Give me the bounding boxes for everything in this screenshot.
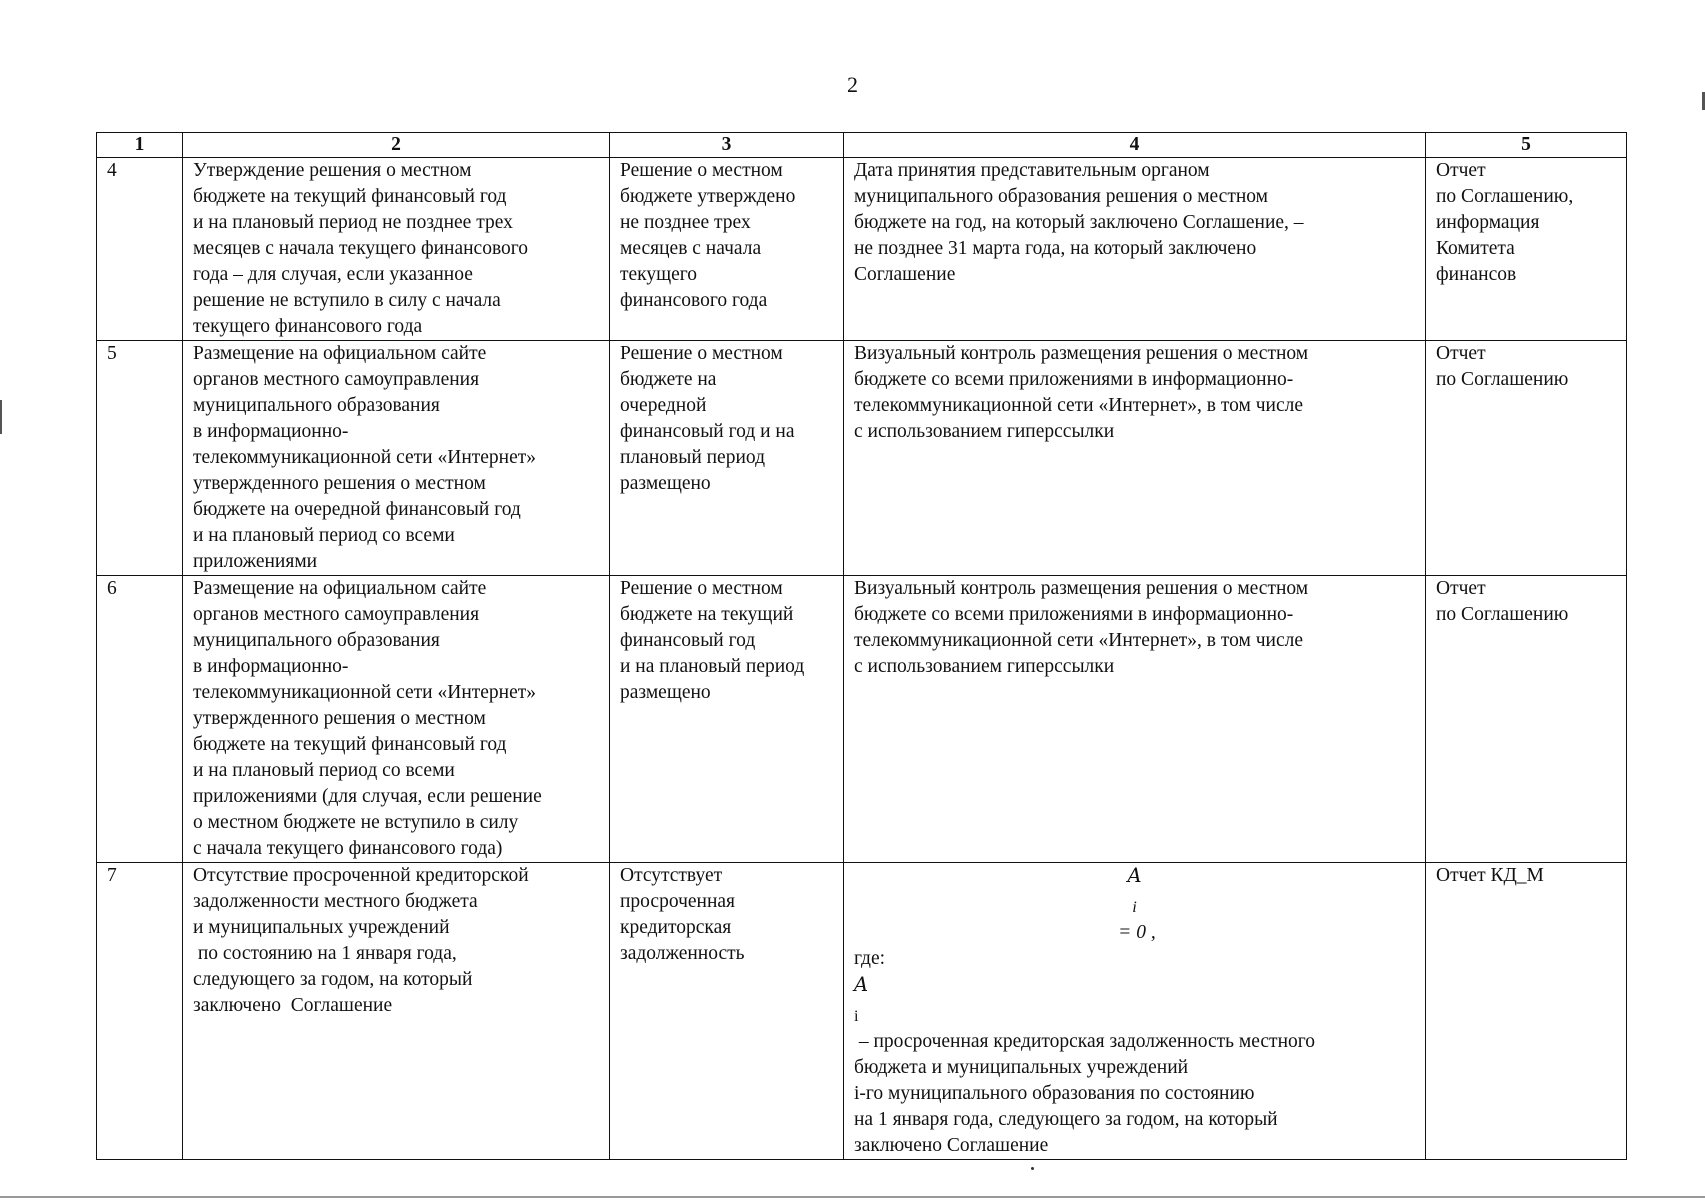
row-number: 5	[97, 341, 183, 576]
definition-subscript: i	[854, 1006, 859, 1025]
header-cell-1: 1	[97, 133, 183, 158]
source-cell	[1426, 158, 1627, 341]
scan-bottom-edge	[0, 1196, 1705, 1198]
text-line: и на плановый период со всеми	[193, 760, 455, 781]
header-cell-2: 2	[183, 133, 610, 158]
source-cell	[1426, 863, 1627, 1160]
text-line: задолженность	[620, 943, 745, 964]
text-line: по состоянию на 1 января года,	[193, 943, 457, 964]
text-line: и на плановый период	[620, 656, 805, 677]
text-line: Отчет	[1436, 160, 1486, 181]
text-line: Визуальный контроль размещения решения о местном	[854, 578, 1309, 599]
indicator-cell	[183, 576, 610, 863]
text-line: по Соглашению,	[1436, 186, 1574, 207]
text-line: с использованием гиперссылки	[854, 421, 1115, 442]
text-line: на 1 января года, следующего за годом, на который	[854, 1108, 1278, 1130]
text-line: размещено	[620, 682, 711, 703]
text-line: и на плановый период не позднее трех	[193, 212, 513, 233]
header-row	[97, 133, 1627, 158]
result-cell	[610, 158, 844, 341]
result-cell	[610, 863, 844, 1160]
header-cell-5: 5	[1426, 133, 1627, 158]
text-line: заключено Соглашение	[854, 1134, 1049, 1156]
text-line: органов местного самоуправления	[193, 604, 480, 625]
text-line: и муниципальных учреждений	[193, 917, 450, 938]
text-line: телекоммуникационной сети «Интернет»	[193, 447, 537, 468]
method-cell	[844, 576, 1426, 863]
where-label: где:	[854, 947, 886, 969]
definition-line	[854, 972, 1415, 1055]
text-line: муниципального образования	[193, 630, 440, 651]
text-line: Размещение на официальном сайте	[193, 578, 487, 599]
text-line: Решение о местном	[620, 578, 783, 599]
text-line: информация	[1436, 212, 1540, 233]
source-cell	[1426, 341, 1627, 576]
text-line: муниципального образования решения о местном	[854, 186, 1269, 207]
text-line: муниципального образования	[193, 395, 440, 416]
text-line: задолженности местного бюджета	[193, 891, 478, 912]
table-row	[97, 341, 1627, 576]
text-line: заключено Соглашение	[193, 995, 393, 1016]
text-line: органов местного самоуправления	[193, 369, 480, 390]
text-line: просроченная	[620, 891, 736, 912]
text-line: бюджете утверждено	[620, 186, 796, 207]
text-line: утвержденного решения о местном	[193, 708, 486, 729]
text-line: по Соглашению	[1436, 604, 1569, 625]
text-line: кредиторская	[620, 917, 732, 938]
text-line: решение не вступило в силу с начала	[193, 290, 501, 311]
text-line: Отчет	[1436, 343, 1486, 364]
text-line: плановый период	[620, 447, 766, 468]
text-line: финансовый год и на	[620, 421, 795, 442]
method-cell	[844, 863, 1426, 1160]
text-line: бюджете со всеми приложениями в информационно-	[854, 369, 1294, 390]
text-line: Отчет	[1436, 578, 1486, 599]
table-row	[97, 863, 1627, 1160]
text-line: телекоммуникационной сети «Интернет»	[193, 682, 537, 703]
text-line: по Соглашению	[1436, 369, 1569, 390]
text-line: следующего за годом, на который	[193, 969, 473, 990]
indicator-cell	[183, 341, 610, 576]
text-line: телекоммуникационной сети «Интернет», в том числе	[854, 395, 1304, 416]
scan-mark-left	[0, 400, 2, 434]
scan-dot	[1031, 1167, 1034, 1170]
indicator-cell	[183, 158, 610, 341]
text-line: бюджете на очередной финансовый год	[193, 499, 521, 520]
page-number: 2	[847, 72, 858, 97]
result-cell	[610, 341, 844, 576]
text-line: с использованием гиперссылки	[854, 656, 1115, 677]
text-line: текущего	[620, 264, 698, 285]
text-line: приложениями (для случая, если решение	[193, 786, 542, 807]
text-line: о местном бюджете не вступило в силу	[193, 812, 519, 833]
method-cell	[844, 158, 1426, 341]
row-number: 7	[97, 863, 183, 1160]
text-line: приложениями	[193, 551, 318, 572]
text-line: бюджете на	[620, 369, 717, 390]
text-line: телекоммуникационной сети «Интернет», в том числе	[854, 630, 1304, 651]
text-line: финансового года	[620, 290, 768, 311]
text-line: с начала текущего финансового года)	[193, 838, 503, 859]
text-line: Решение о местном	[620, 343, 783, 364]
header-cell-4: 4	[844, 133, 1426, 158]
text-line: размещено	[620, 473, 711, 494]
criteria-table	[96, 132, 1627, 1160]
source-cell	[1426, 576, 1627, 863]
row-number: 4	[97, 158, 183, 341]
formula-rest: = 0 ,	[1113, 921, 1156, 943]
text-line: Отчет КД_М	[1436, 865, 1544, 886]
text-line: бюджете на текущий финансовый год	[193, 734, 507, 755]
text-line: не позднее трех	[620, 212, 751, 233]
text-line: месяцев с начала	[620, 238, 762, 259]
indicator-cell	[183, 863, 610, 1160]
text-line: Утверждение решения о местном	[193, 160, 472, 181]
text-line: Визуальный контроль размещения решения о местном	[854, 343, 1309, 364]
text-line: Отсутствие просроченной кредиторской	[193, 865, 529, 886]
text-line: бюджете на текущий финансовый год	[193, 186, 507, 207]
table-row	[97, 576, 1627, 863]
text-line: не позднее 31 марта года, на который заключено	[854, 238, 1257, 259]
text-line: текущего финансового года	[193, 316, 423, 337]
text-line: Размещение на официальном сайте	[193, 343, 487, 364]
row-number: 6	[97, 576, 183, 863]
text-line: финансов	[1436, 264, 1517, 285]
header-cell-3: 3	[610, 133, 844, 158]
text-line: бюджета и муниципальных учреждений	[854, 1056, 1189, 1078]
text-line: Соглашение	[854, 264, 956, 285]
formula-variable: A	[1127, 864, 1142, 887]
definition-text: – просроченная кредиторская задолженность местного	[854, 1030, 1316, 1052]
text-line: Дата принятия представительным органом	[854, 160, 1210, 181]
text-line: финансовый год	[620, 630, 756, 651]
text-line: года – для случая, если указанное	[193, 264, 473, 285]
formula-subscript: i	[1132, 897, 1137, 916]
text-line: Решение о местном	[620, 160, 783, 181]
text-line: в информационно-	[193, 421, 349, 442]
method-cell	[844, 341, 1426, 576]
definition-variable: A	[854, 972, 869, 996]
text-line: месяцев с начала текущего финансового	[193, 238, 529, 259]
text-line: очередной	[620, 395, 707, 416]
text-line: бюджете на год, на который заключено Соглашение, –	[854, 212, 1304, 233]
text-line: Комитета	[1436, 238, 1515, 259]
result-cell	[610, 576, 844, 863]
text-line: утвержденного решения о местном	[193, 473, 486, 494]
text-line: бюджете со всеми приложениями в информационно-	[854, 604, 1294, 625]
text-line: в информационно-	[193, 656, 349, 677]
text-line: Отсутствует	[620, 865, 723, 886]
text-line: бюджете на текущий	[620, 604, 794, 625]
text-line: i-го муниципального образования по состоянию	[854, 1082, 1255, 1104]
formula	[854, 863, 1415, 946]
table-row	[97, 158, 1627, 341]
text-line: и на плановый период со всеми	[193, 525, 455, 546]
